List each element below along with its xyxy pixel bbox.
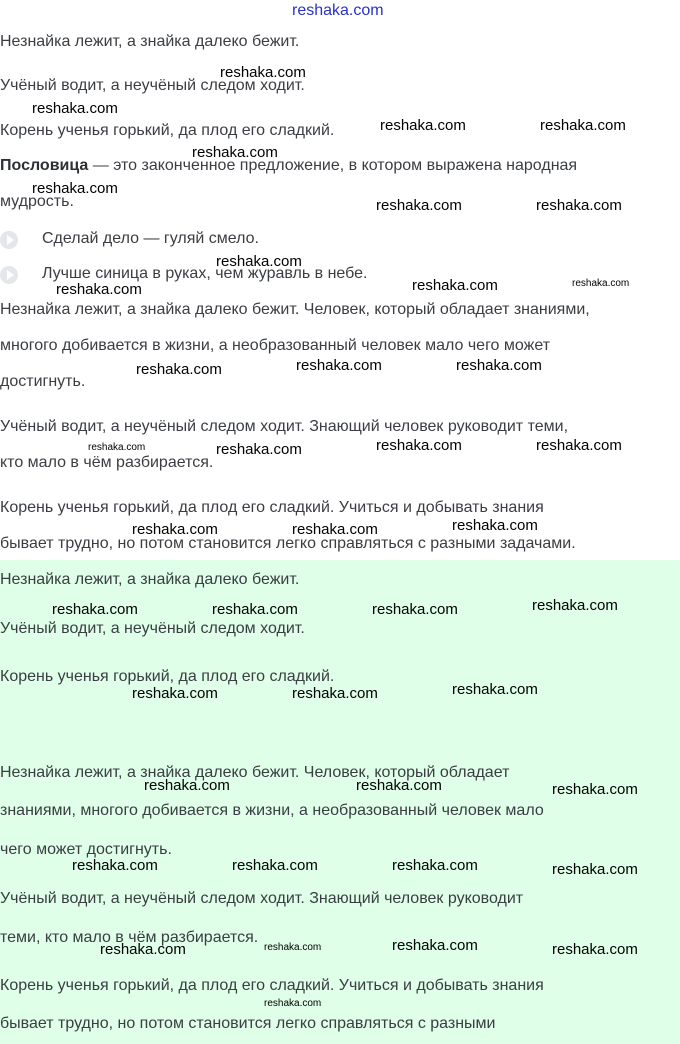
answer-line: бывает трудно, но потом становится легко справляться с разными bbox=[0, 1015, 496, 1032]
explanation-line: бывает трудно, но потом становится легко справляться с разными задачами. bbox=[0, 535, 576, 552]
watermark: reshaka.com bbox=[292, 685, 378, 702]
explanation-line: Незнайка лежит, а знайка далеко бежит. Человек, который обладает знаниями, bbox=[0, 301, 590, 318]
explanation-line: кто мало в чём разбирается. bbox=[0, 454, 214, 471]
watermark: reshaka.com bbox=[192, 144, 278, 161]
answer-line: Учёный водит, а неучёный следом ходит. bbox=[0, 620, 305, 637]
answer-line: чего может достигнуть. bbox=[0, 841, 172, 858]
watermark: reshaka.com bbox=[392, 937, 478, 954]
definition-line bbox=[0, 156, 577, 176]
watermark: reshaka.com bbox=[392, 857, 478, 874]
proverb-line: Корень ученья горький, да плод его сладкий. bbox=[0, 122, 335, 139]
watermark: reshaka.com bbox=[452, 517, 538, 534]
watermark: reshaka.com bbox=[216, 441, 302, 458]
watermark: reshaka.com bbox=[52, 601, 138, 618]
watermark: reshaka.com bbox=[572, 278, 630, 289]
watermark: reshaka.com bbox=[552, 861, 638, 878]
answer-line: Корень ученья горький, да плод его сладкий. Учиться и добывать знания bbox=[0, 977, 544, 994]
watermark: reshaka.com bbox=[32, 180, 118, 197]
answer-line: Корень ученья горький, да плод его сладкий. bbox=[0, 668, 335, 685]
watermark: reshaka.com bbox=[32, 100, 118, 117]
watermark: reshaka.com bbox=[372, 601, 458, 618]
definition-term: Пословица bbox=[0, 157, 89, 174]
explanation-line: Учёный водит, а неучёный следом ходит. Знающий человек руководит теми, bbox=[0, 418, 569, 435]
answer-line: знаниями, многого добивается в жизни, а необразованный человек мало bbox=[0, 802, 544, 819]
watermark: reshaka.com bbox=[292, 521, 378, 538]
watermark: reshaka.com bbox=[56, 281, 142, 298]
watermark: reshaka.com bbox=[264, 998, 322, 1009]
play-bullet-icon bbox=[0, 231, 18, 249]
watermark: reshaka.com bbox=[456, 357, 542, 374]
watermark: reshaka.com bbox=[216, 253, 302, 270]
watermark: reshaka.com bbox=[356, 777, 442, 794]
example-text: Лучше синица в руках, чем журавль в небе. bbox=[42, 265, 368, 282]
answer-line: Незнайка лежит, а знайка далеко бежит. Человек, который обладает bbox=[0, 764, 510, 781]
explanation-line: Корень ученья горький, да плод его сладкий. Учиться и добывать знания bbox=[0, 499, 544, 516]
answer-line: теми, кто мало в чём разбирается. bbox=[0, 929, 259, 946]
watermark: reshaka.com bbox=[264, 942, 322, 953]
watermark: reshaka.com bbox=[72, 857, 158, 874]
watermark: reshaka.com bbox=[88, 442, 146, 453]
watermark-logo: reshaka.com bbox=[292, 2, 384, 19]
proverb-line: Незнайка лежит, а знайка далеко бежит. bbox=[0, 33, 300, 50]
watermark: reshaka.com bbox=[100, 941, 186, 958]
watermark: reshaka.com bbox=[536, 197, 622, 214]
answer-line: Учёный водит, а неучёный следом ходит. Знающий человек руководит bbox=[0, 890, 524, 907]
watermark: reshaka.com bbox=[376, 437, 462, 454]
watermark: reshaka.com bbox=[540, 117, 626, 134]
explanation-line: многого добивается в жизни, а необразованный человек мало чего может bbox=[0, 337, 551, 354]
watermark: reshaka.com bbox=[232, 857, 318, 874]
explanation-line: достигнуть. bbox=[0, 373, 86, 390]
watermark: reshaka.com bbox=[132, 685, 218, 702]
watermark: reshaka.com bbox=[296, 357, 382, 374]
watermark: reshaka.com bbox=[212, 601, 298, 618]
watermark: reshaka.com bbox=[136, 361, 222, 378]
watermark: reshaka.com bbox=[380, 117, 466, 134]
watermark: reshaka.com bbox=[220, 64, 306, 81]
definition-text: — это законченное предложение, в котором выражена народная bbox=[88, 157, 578, 174]
watermark: reshaka.com bbox=[532, 597, 618, 614]
play-bullet-icon bbox=[0, 266, 18, 284]
definition-line-2: мудрость. bbox=[0, 193, 74, 210]
watermark: reshaka.com bbox=[552, 781, 638, 798]
proverb-line: Учёный водит, а неучёный следом ходит. bbox=[0, 77, 305, 94]
watermark: reshaka.com bbox=[552, 941, 638, 958]
answer-line: Незнайка лежит, а знайка далеко бежит. bbox=[0, 571, 300, 588]
watermark: reshaka.com bbox=[536, 437, 622, 454]
watermark: reshaka.com bbox=[452, 681, 538, 698]
example-text: Сделай дело — гуляй смело. bbox=[42, 230, 259, 247]
watermark: reshaka.com bbox=[376, 197, 462, 214]
watermark: reshaka.com bbox=[412, 277, 498, 294]
watermark: reshaka.com bbox=[144, 777, 230, 794]
watermark: reshaka.com bbox=[132, 521, 218, 538]
